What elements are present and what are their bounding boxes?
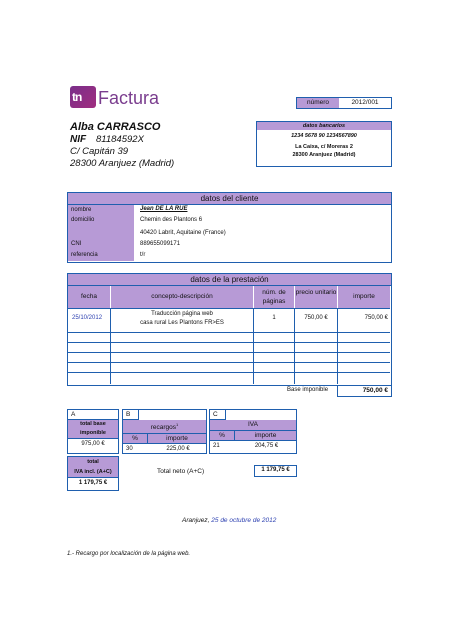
totals-a-head1: total base: [68, 420, 118, 429]
issuer-address2: 28300 Aranjuez (Madrid): [70, 158, 175, 169]
client-label-nombre: nombre: [68, 205, 134, 215]
client-domicilio2: 40420 Labrit, Aquitaine (France): [140, 230, 226, 236]
issuer-nif-label: NIF: [70, 134, 87, 145]
total-iva-label2: IVA incl. (A+C): [68, 467, 118, 478]
totals-b-pct: 30: [126, 446, 133, 453]
col-header-fecha: fecha: [68, 286, 110, 308]
bank-details-box: [256, 121, 392, 167]
base-imponible-value: 750,00 €: [337, 385, 392, 397]
place-date: [182, 517, 276, 524]
bank-details-title: datos bancarios: [257, 122, 391, 130]
totals-b-box: [122, 409, 207, 454]
totals-a-value: 975,00 €: [81, 441, 105, 447]
col-header-paginas: núm. de páginas: [254, 286, 294, 308]
bank-branch: La Caixa, c/ Moreras 2: [295, 144, 353, 150]
total-neto-value: 1 179,75 €: [254, 465, 297, 477]
date: 25 de octubre de 2012: [211, 517, 277, 524]
service-row-concepto1: Traducción página web: [151, 311, 213, 317]
totals-b-sup: 1: [176, 422, 179, 427]
service-row-paginas: 1: [272, 315, 276, 321]
totals-a-head2: imponible: [68, 429, 118, 439]
client-box: [67, 192, 392, 263]
totals-c-letter: C: [210, 410, 226, 420]
issuer-name: Alba CARRASCO: [70, 121, 161, 133]
logo-word: Factura: [98, 88, 160, 108]
total-iva-box: [67, 456, 119, 491]
service-row-precio: 750,00 €: [304, 315, 328, 321]
bank-account: 1234 5678 90 1234567890: [291, 133, 357, 139]
totals-b-head: [123, 420, 206, 434]
place: Aranjuez,: [182, 517, 210, 524]
totals-c-box: [209, 409, 297, 454]
col-header-precio: precio unitario: [295, 286, 337, 308]
totals-a-box: [67, 409, 119, 454]
totals-b-col2: importe: [148, 434, 206, 443]
total-iva-value: 1 179,75 €: [78, 480, 108, 486]
totals-b-col1: %: [123, 434, 148, 443]
bank-city: 28300 Aranjuez (Madrid): [292, 152, 356, 158]
client-cni: 889655099171: [140, 241, 181, 247]
invoice-number-value: 2012/001: [351, 99, 379, 106]
client-label-cni: CNI: [68, 239, 134, 250]
client-nombre: Jean DE LA RUE: [140, 206, 188, 212]
invoice-number-box: [296, 97, 392, 109]
totals-b-amount: 225,00 €: [166, 446, 190, 453]
col-header-concepto: concepto-descripción: [111, 286, 253, 308]
service-row-fecha: 25/10/2012: [72, 315, 103, 321]
client-referencia: t/r: [140, 252, 146, 258]
total-neto-label: Total neto (A+C): [157, 468, 205, 475]
client-title: datos del cliente: [68, 193, 391, 205]
logo-mark-text: tn: [72, 90, 82, 104]
totals-c-amount: 204,75 €: [254, 443, 279, 449]
totals-b-letter: B: [123, 410, 139, 420]
invoice-number-label: número: [297, 98, 339, 108]
service-box: [67, 273, 392, 386]
totals-c-pct: 21: [213, 443, 220, 449]
client-domicilio1: Chemin des Plantons 6: [140, 217, 203, 223]
totals-a-letter: A: [68, 410, 118, 420]
base-imponible-label: Base imponible: [287, 387, 329, 393]
footnote: 1.- Recargo por localización de la página web.: [67, 551, 191, 557]
client-label-domicilio: domicilio: [68, 215, 134, 239]
service-title: datos de la prestación: [68, 274, 391, 286]
totals-b-head-text: recargos: [150, 424, 177, 432]
client-label-referencia: referencia: [68, 250, 134, 261]
totals-c-head: IVA: [210, 420, 296, 431]
issuer-address1: C/ Capitán 39: [70, 146, 129, 157]
totals-c-col1: %: [210, 431, 235, 440]
service-row-concepto2: casa rural Les Plantons FR>ES: [140, 320, 224, 326]
total-iva-label1: total: [68, 457, 118, 467]
totals-c-col2: importe: [235, 431, 296, 440]
service-row-importe: 750,00 €: [364, 315, 388, 321]
col-header-importe: importe: [338, 286, 390, 308]
issuer-nif: 81184592X: [96, 134, 144, 145]
